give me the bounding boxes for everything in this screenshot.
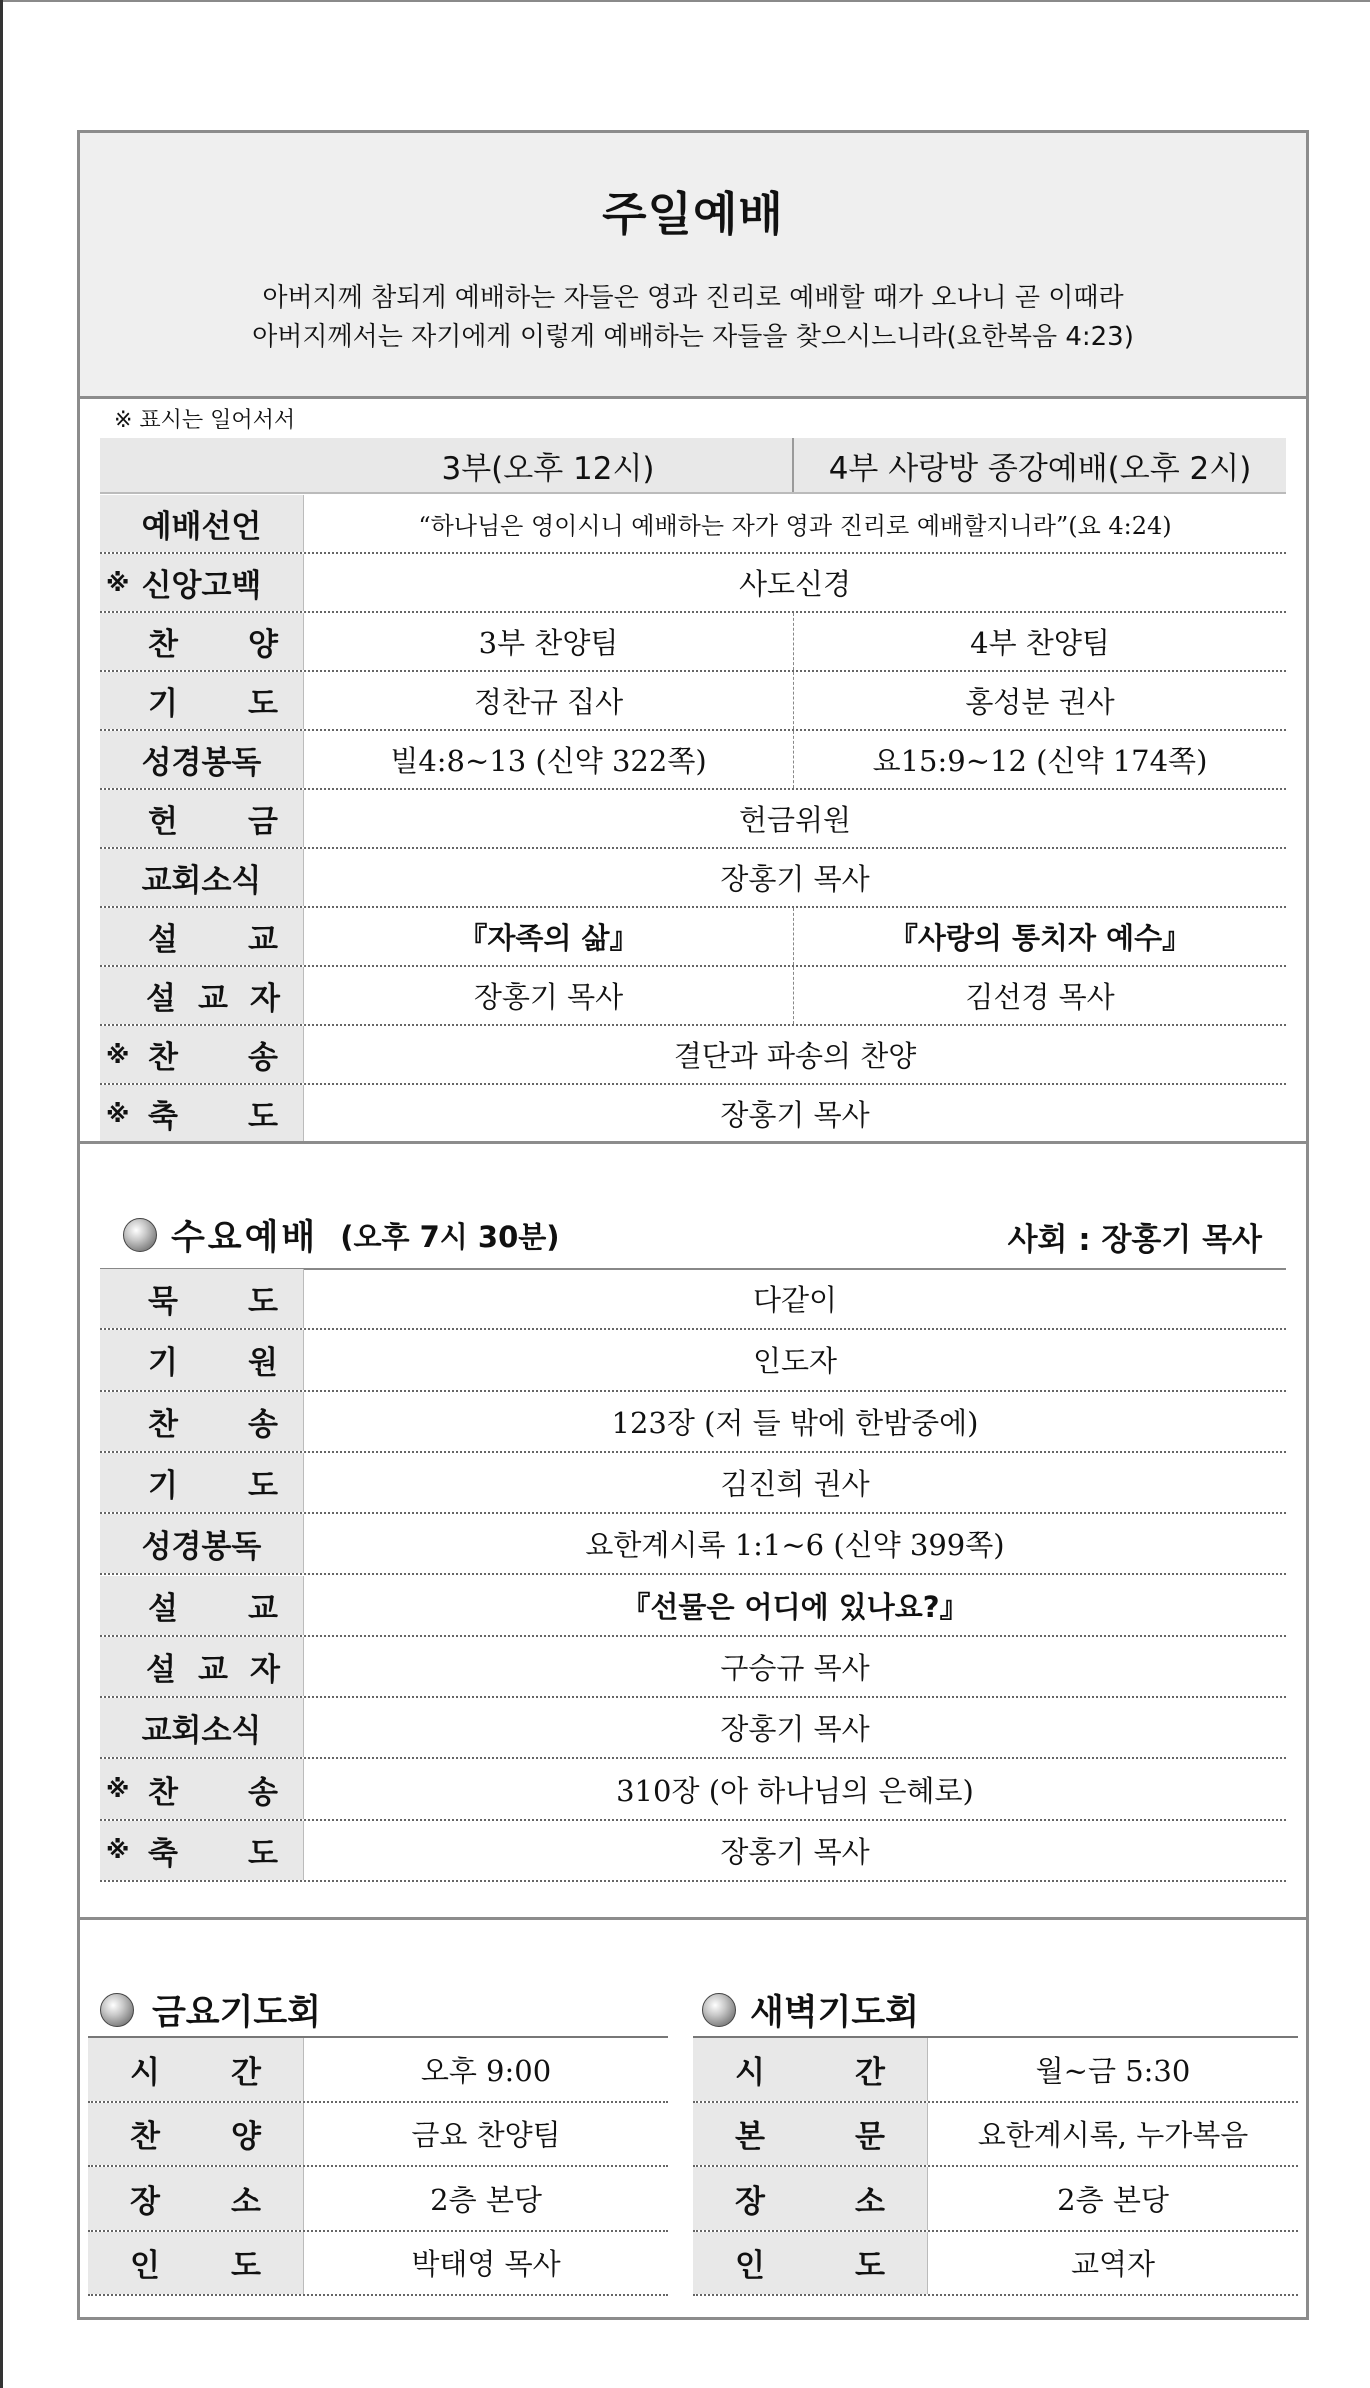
row-label-text (148, 796, 278, 841)
row-label-char: 원 (248, 1345, 278, 1382)
row-label-text: 성경봉독 (141, 745, 262, 781)
bullet-circle-icon (100, 1993, 134, 2027)
table-row (100, 790, 1286, 849)
row-label-char: 도 (231, 2248, 261, 2285)
table-row (100, 908, 1286, 967)
row-value: 김진희 권사 (720, 1467, 870, 1502)
row-label (100, 1392, 304, 1451)
row-value: 월~금 5:30 (1035, 2053, 1191, 2088)
row-label-char: 문 (855, 2119, 885, 2156)
table-row (88, 2038, 668, 2103)
col-3bu-header: 3부(오후 12시) (304, 438, 794, 492)
row-label (693, 2167, 928, 2230)
row-value: 요한계시록, 누가복음 (977, 2118, 1249, 2153)
stand-mark: ※ (106, 1775, 130, 1804)
row-value-4bu: 『사랑의 통치자 예수』 (888, 921, 1192, 955)
row-label (100, 731, 304, 788)
row-label-text (130, 2167, 261, 2230)
row-label (100, 1330, 304, 1389)
row-value: 장홍기 목사 (720, 1098, 870, 1132)
row-value-3bu: 장홍기 목사 (304, 967, 794, 1024)
row-label (100, 967, 304, 1024)
row-label-char: 양 (248, 627, 278, 663)
table-row (88, 2232, 668, 2297)
table-row (100, 672, 1286, 731)
table-row (100, 849, 1286, 908)
table-row (100, 495, 1286, 554)
row-label-text (148, 1828, 278, 1873)
row-label (100, 1026, 304, 1083)
row-label-char: 자 (250, 981, 280, 1017)
table-row (693, 2038, 1298, 2103)
row-value-3bu: 『자족의 삶』 (304, 908, 794, 965)
left-border (0, 0, 3, 2388)
bullet-circle-icon (702, 1993, 736, 2027)
table-row (100, 1269, 1286, 1330)
table-row (100, 1330, 1286, 1391)
table-row (100, 967, 1286, 1026)
row-label-text (130, 2232, 261, 2295)
row-label-char: 인 (735, 2248, 765, 2285)
row-value: “하나님은 영이시니 예배하는 자가 영과 진리로 예배할지니라”(요 4:24) (418, 512, 1172, 540)
row-label (693, 2232, 928, 2295)
dawn-title: 새벽기도회 (750, 1993, 920, 2033)
row-label-char: 도 (855, 2248, 885, 2285)
table-row (100, 1453, 1286, 1514)
row-label-char: 기 (148, 1468, 178, 1505)
row-label-text (735, 2167, 885, 2230)
col-4bu-header: 4부 사랑방 종강예배(오후 2시) (828, 450, 1252, 487)
row-label-text (148, 619, 278, 664)
row-label-text (148, 1091, 278, 1136)
row-label-text (148, 678, 278, 723)
row-label-char: 자 (250, 1651, 280, 1688)
row-label-char: 간 (231, 2054, 261, 2091)
row-label-char: 묵 (148, 1284, 178, 1321)
row-label (100, 1637, 304, 1696)
row-label-text (148, 1767, 278, 1812)
bullet-circle-icon (123, 1218, 157, 1252)
row-value: 사도신경 (738, 567, 852, 601)
row-label (100, 1698, 304, 1757)
row-value: 장홍기 목사 (720, 862, 870, 896)
stand-mark: ※ (106, 568, 130, 597)
row-label-char: 양 (231, 2119, 261, 2156)
row-label-char: 금 (248, 804, 278, 840)
row-label-char: 장 (735, 2183, 765, 2220)
sunday-title: 주일예배 (602, 187, 784, 241)
friday-title: 금요기도회 (152, 1993, 322, 2033)
top-border (0, 0, 1370, 2)
section-divider (80, 1141, 1306, 1144)
table-row (100, 1085, 1286, 1144)
row-value-3bu: 정찬규 집사 (304, 672, 794, 729)
stand-mark: ※ (106, 1836, 130, 1865)
stand-note: ※ 표시는 일어서서 (114, 408, 296, 433)
row-label-char: 찬 (148, 627, 178, 663)
row-value: 요한계시록 1:1~6 (신약 399쪽) (585, 1528, 1005, 1563)
table-row (100, 1637, 1286, 1698)
row-label (100, 908, 304, 965)
row-label-char: 교 (248, 922, 278, 958)
row-value: 헌금위원 (738, 803, 852, 837)
row-label-text (146, 1644, 280, 1689)
bulletin-frame (77, 130, 1309, 2320)
row-label (88, 2232, 304, 2295)
sunday-column-header (100, 438, 1286, 494)
row-label (100, 613, 304, 670)
row-label-char: 소 (855, 2183, 885, 2220)
friday-title-block (100, 1985, 321, 2035)
row-label-char: 찬 (148, 1406, 178, 1443)
row-label-text: 교회소식 (141, 1713, 262, 1750)
table-row (88, 2167, 668, 2232)
row-value-3bu: 3부 찬양팀 (304, 613, 794, 670)
row-label-text (148, 1460, 278, 1505)
row-value-4bu: 요15:9~12 (신약 174쪽) (872, 744, 1208, 778)
stand-mark: ※ (106, 1040, 130, 1069)
row-label-char: 교 (248, 1590, 278, 1627)
row-label-char: 송 (248, 1774, 278, 1811)
table-row (100, 731, 1286, 790)
row-label-char: 헌 (148, 804, 178, 840)
row-value: 박태영 목사 (411, 2247, 561, 2282)
row-label-char: 기 (148, 1345, 178, 1382)
row-label-text: 성경봉독 (141, 1529, 262, 1566)
row-value: 구승규 목사 (720, 1650, 870, 1685)
row-value: 오후 9:00 (420, 2053, 552, 2088)
table-row (100, 1759, 1286, 1820)
table-row (100, 554, 1286, 613)
row-label-char: 설 (148, 1590, 178, 1627)
sunday-header (80, 133, 1306, 399)
row-label-char: 도 (248, 1835, 278, 1872)
row-value: 2층 본당 (1057, 2182, 1169, 2217)
table-row (100, 1821, 1286, 1882)
row-label-char: 도 (248, 686, 278, 722)
row-label-char: 본 (735, 2119, 765, 2156)
table-row (693, 2232, 1298, 2297)
row-label-char: 소 (231, 2183, 261, 2220)
row-label (693, 2038, 928, 2101)
row-label (100, 849, 304, 906)
row-label-char: 설 (148, 922, 178, 958)
row-label-char: 간 (855, 2054, 885, 2091)
row-value-4bu: 4부 찬양팀 (970, 626, 1110, 660)
dawn-title-block (702, 1985, 919, 2035)
row-label-char: 도 (248, 1468, 278, 1505)
row-label (100, 672, 304, 729)
wednesday-time: (오후 7시 30분) (340, 1219, 560, 1254)
row-label-char: 도 (248, 1099, 278, 1135)
row-label-text (130, 2103, 261, 2166)
row-label (88, 2103, 304, 2166)
table-row (100, 1392, 1286, 1453)
row-label-text: 신앙고백 (141, 568, 262, 604)
table-row (100, 1576, 1286, 1637)
table-row (88, 2103, 668, 2168)
row-label-text (148, 1399, 278, 1444)
row-label-text (735, 2103, 885, 2166)
row-value: 교역자 (1070, 2247, 1156, 2282)
row-label-text (148, 1337, 278, 1382)
header-verse-line1: 아버지께 참되게 예배하는 자들은 영과 진리로 예배할 때가 오나니 곧 이때라 (262, 283, 1124, 313)
row-value: 장홍기 목사 (720, 1834, 870, 1869)
row-value-4bu: 홍성분 권사 (965, 685, 1115, 719)
row-label-char: 송 (248, 1040, 278, 1076)
row-label (100, 790, 304, 847)
row-label-char: 찬 (148, 1774, 178, 1811)
row-value: 다같이 (752, 1283, 838, 1318)
row-label (100, 1085, 304, 1142)
table-row (100, 613, 1286, 672)
row-label (100, 1576, 304, 1635)
row-label-char: 시 (130, 2054, 160, 2091)
table-row (693, 2167, 1298, 2232)
row-value: 310장 (아 하나님의 은혜로) (616, 1773, 974, 1808)
row-label-char: 송 (248, 1406, 278, 1443)
row-label-char: 기 (148, 686, 178, 722)
row-label-text (148, 1276, 278, 1321)
header-verse-line2: 아버지께서는 자기에게 이렇게 예배하는 자들을 찾으시느니라(요한복음 4:23) (252, 322, 1134, 352)
row-label-char: 교 (198, 981, 228, 1017)
row-label-char: 찬 (130, 2119, 160, 2156)
row-label (100, 1269, 304, 1328)
row-label-char: 도 (248, 1284, 278, 1321)
row-label (100, 1514, 304, 1573)
row-label-text: 교회소식 (141, 863, 262, 899)
row-label-text (735, 2038, 885, 2101)
row-value: 금요 찬양팀 (411, 2118, 561, 2153)
row-value: 『선물은 어디에 있나요?』 (621, 1589, 969, 1624)
row-label-char: 인 (130, 2248, 160, 2285)
row-label-char: 찬 (148, 1040, 178, 1076)
table-row (100, 1026, 1286, 1085)
section-divider-2 (80, 1917, 1306, 1920)
row-value: 결단과 파송의 찬양 (673, 1039, 917, 1073)
row-label (100, 554, 304, 611)
row-label-char: 축 (148, 1835, 178, 1872)
row-label (88, 2038, 304, 2101)
row-value-3bu: 빌4:8~13 (신약 322쪽) (304, 731, 794, 788)
row-label-text: 예배선언 (141, 509, 262, 545)
row-label-text (130, 2038, 261, 2101)
wednesday-host: 사회 : 장홍기 목사 (1007, 1222, 1262, 1258)
row-label (100, 1821, 304, 1880)
row-label-text (146, 973, 280, 1018)
row-label (693, 2103, 928, 2166)
row-label-char: 축 (148, 1099, 178, 1135)
stand-mark: ※ (106, 1099, 130, 1128)
row-value: 2층 본당 (430, 2182, 542, 2217)
row-label (88, 2167, 304, 2230)
table-row (100, 1514, 1286, 1575)
row-value-4bu: 김선경 목사 (965, 980, 1115, 1014)
wednesday-title-block (123, 1210, 560, 1260)
row-label-char: 장 (130, 2183, 160, 2220)
row-label-text (148, 914, 278, 959)
row-label-text (148, 1583, 278, 1628)
table-row (693, 2103, 1298, 2168)
row-label (100, 495, 304, 552)
table-row (100, 1698, 1286, 1759)
row-value: 장홍기 목사 (720, 1712, 870, 1747)
wednesday-title: 수요예배 (171, 1218, 319, 1258)
row-label-text (148, 1032, 278, 1077)
row-value: 123장 (저 들 밖에 한밤중에) (611, 1405, 979, 1440)
row-label-text (735, 2232, 885, 2295)
row-label-char: 시 (735, 2054, 765, 2091)
row-value: 인도자 (752, 1344, 838, 1379)
row-label-char: 설 (146, 1651, 176, 1688)
row-label (100, 1759, 304, 1818)
row-label-char: 설 (146, 981, 176, 1017)
row-label-char: 교 (198, 1651, 228, 1688)
row-label (100, 1453, 304, 1512)
